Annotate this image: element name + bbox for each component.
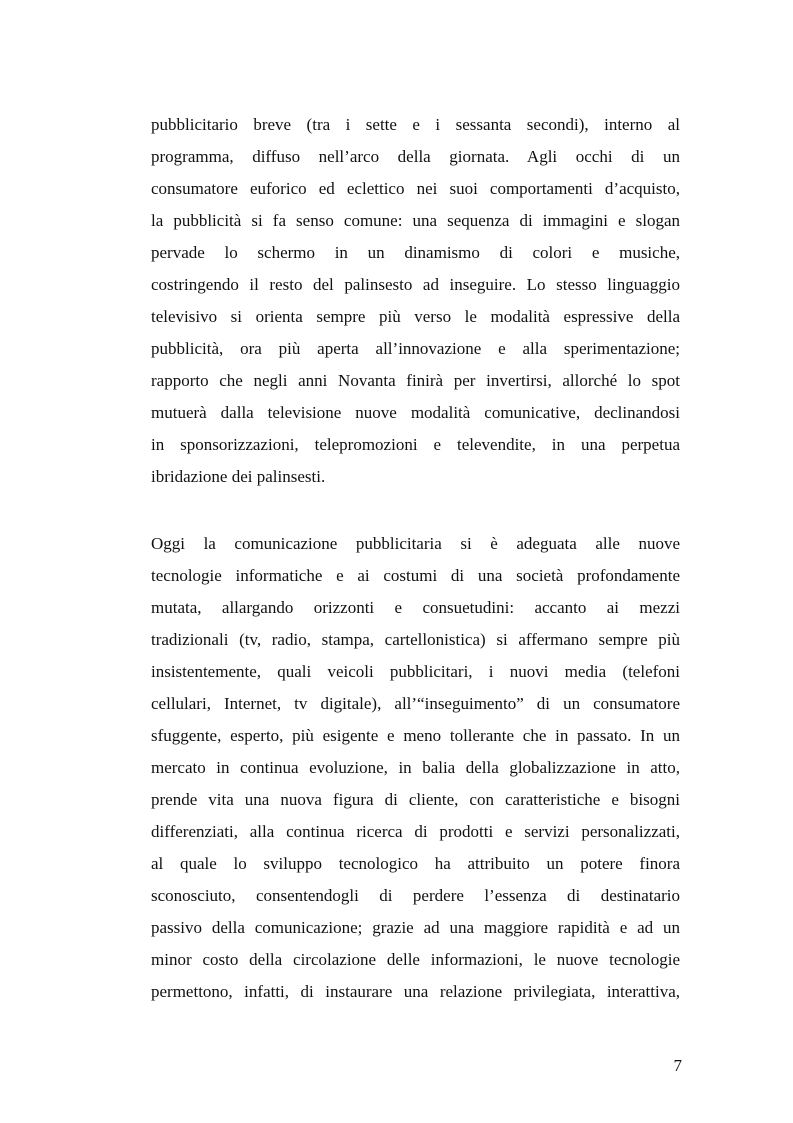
text-line: passivo della comunicazione; grazie ad una maggiore rapidità e ad un	[151, 918, 680, 937]
text-line: pubblicità, ora più aperta all’innovazione e alla sperimentazione;	[151, 339, 680, 358]
paragraph-1	[151, 109, 680, 493]
text-line: tradizionali (tv, radio, stampa, cartellonistica) si affermano sempre più	[151, 630, 680, 649]
text-line: mercato in continua evoluzione, in balia della globalizzazione in atto,	[151, 758, 680, 777]
text-line: rapporto che negli anni Novanta finirà per invertirsi, allorché lo spot	[151, 371, 680, 390]
text-line: minor costo della circolazione delle informazioni, le nuove tecnologie	[151, 950, 680, 969]
page-number: 7	[673, 1056, 682, 1075]
text-line: tecnologie informatiche e ai costumi di una società profondamente	[151, 566, 680, 585]
text-line: mutata, allargando orizzonti e consuetudini: accanto ai mezzi	[151, 598, 680, 617]
paragraph-2	[151, 528, 680, 1008]
text-line: televisivo si orienta sempre più verso le modalità espressive della	[151, 307, 680, 326]
text-line: insistentemente, quali veicoli pubblicitari, i nuovi media (telefoni	[151, 662, 680, 681]
text-line: prende vita una nuova figura di cliente, con caratteristiche e bisogni	[151, 790, 680, 809]
text-line: pervade lo schermo in un dinamismo di colori e musiche,	[151, 243, 680, 262]
text-line: differenziati, alla continua ricerca di prodotti e servizi personalizzati,	[151, 822, 680, 841]
text-line: pubblicitario breve (tra i sette e i sessanta secondi), interno al	[151, 115, 680, 134]
text-line: costringendo il resto del palinsesto ad inseguire. Lo stesso linguaggio	[151, 275, 680, 294]
text-line: permettono, infatti, di instaurare una relazione privilegiata, interattiva,	[151, 982, 680, 1001]
text-line: sconosciuto, consentendogli di perdere l’essenza di destinatario	[151, 886, 680, 905]
text-line: Oggi la comunicazione pubblicitaria si è adeguata alle nuove	[151, 534, 680, 553]
text-line: al quale lo sviluppo tecnologico ha attribuito un potere finora	[151, 854, 680, 873]
text-line: in sponsorizzazioni, telepromozioni e televendite, in una perpetua	[151, 435, 680, 454]
text-line: consumatore euforico ed eclettico nei suoi comportamenti d’acquisto,	[151, 179, 680, 198]
text-line: programma, diffuso nell’arco della giornata. Agli occhi di un	[151, 147, 680, 166]
text-line: ibridazione dei palinsesti.	[151, 467, 326, 486]
text-line: mutuerà dalla televisione nuove modalità comunicative, declinandosi	[151, 403, 680, 422]
text-line: sfuggente, esperto, più esigente e meno tollerante che in passato. In un	[151, 726, 680, 745]
text-line: cellulari, Internet, tv digitale), all’“inseguimento” di un consumatore	[151, 694, 680, 713]
text-line: la pubblicità si fa senso comune: una sequenza di immagini e slogan	[151, 211, 680, 230]
